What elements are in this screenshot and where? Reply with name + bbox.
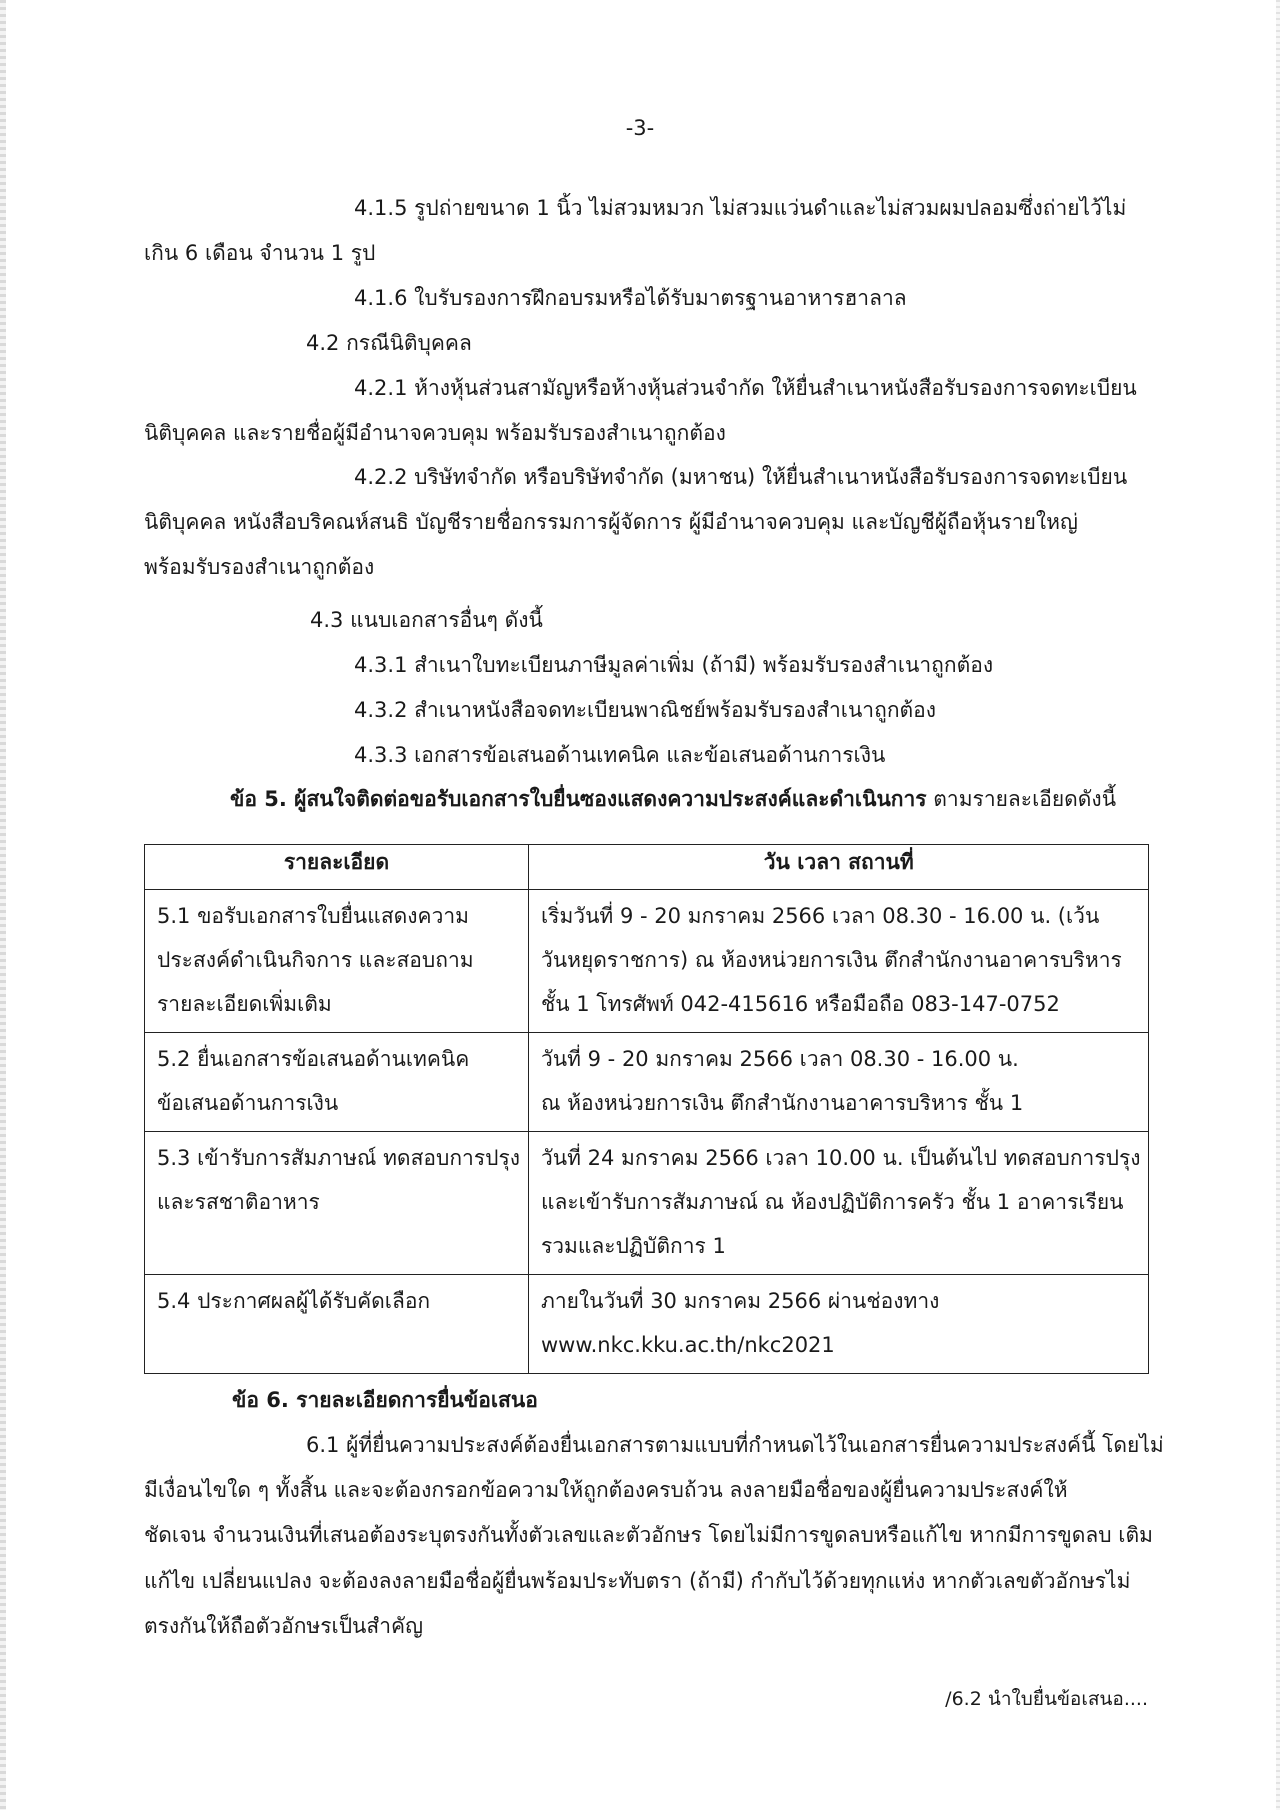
cell-line: ภายในวันที่ 30 มกราคม 2566 ผ่านช่องทาง	[540, 1289, 940, 1313]
scan-edge-left	[0, 0, 6, 1810]
table-header-row	[145, 845, 1149, 890]
item-6-1-line1: 6.1 ผู้ที่ยื่นความประสงค์ต้องยื่นเอกสารตามแบบที่กำหนดไว้ในเอกสารยื่นความประสงค์นี้ โดยไม่	[306, 1433, 1164, 1457]
cell-line: 5.2 ยื่นเอกสารข้อเสนอด้านเทคนิค	[157, 1047, 470, 1071]
row-5-3-detail	[145, 1132, 529, 1275]
cell-line: เริ่มวันที่ 9 - 20 มกราคม 2566 เวลา 08.30 - 16.00 น. (เว้น	[540, 904, 1100, 928]
continuation-ref: /6.2 นำใบยื่นข้อเสนอ....	[945, 1688, 1148, 1710]
table-row	[145, 1132, 1149, 1275]
cell-line: ณ ห้องหน่วยการเงิน ตึกสำนักงานอาคารบริหาร ชั้น 1	[540, 1091, 1024, 1115]
item-4-2-2-line1: 4.2.2 บริษัทจำกัด หรือบริษัทจำกัด (มหาชน) ให้ยื่นสำเนาหนังสือรับรองการจดทะเบียน	[354, 465, 1128, 489]
item-4-3: 4.3 แนบเอกสารอื่นๆ ดังนี้	[310, 608, 543, 632]
header-when: วัน เวลา สถานที่	[528, 845, 1149, 890]
cell-line: และรสชาติอาหาร	[157, 1190, 320, 1214]
cell-line: ประสงค์ดำเนินกิจการ และสอบถาม	[157, 948, 474, 972]
item-6-1-line5: ตรงกันให้ถือตัวอักษรเป็นสำคัญ	[144, 1614, 423, 1638]
row-5-4-detail	[145, 1275, 529, 1374]
item-4-3-2: 4.3.2 สำเนาหนังสือจดทะเบียนพาณิชย์พร้อมรับรองสำเนาถูกต้อง	[354, 698, 937, 722]
cell-line: 5.4 ประกาศผลผู้ได้รับคัดเลือก	[157, 1289, 431, 1313]
row-5-2-detail	[145, 1033, 529, 1132]
item-4-2-2-line3: พร้อมรับรองสำเนาถูกต้อง	[144, 555, 375, 579]
cell-line: วันที่ 24 มกราคม 2566 เวลา 10.00 น. เป็นต้นไป ทดสอบการปรุง	[540, 1146, 1141, 1170]
item-4-3-1: 4.3.1 สำเนาใบทะเบียนภาษีมูลค่าเพิ่ม (ถ้ามี) พร้อมรับรองสำเนาถูกต้อง	[354, 653, 994, 677]
item-4-2-2-line2: นิติบุคคล หนังสือบริคณห์สนธิ บัญชีรายชื่อกรรมการผู้จัดการ ผู้มีอำนาจควบคุม และบัญชีผู้ถือหุ้นรายใหญ่	[144, 510, 1078, 534]
cell-line: ชั้น 1 โทรศัพท์ 042-415616 หรือมือถือ 083-147-0752	[540, 992, 1060, 1016]
row-5-1-detail	[145, 890, 529, 1033]
item-4-1-6: 4.1.6 ใบรับรองการฝึกอบรมหรือได้รับมาตรฐานอาหารฮาลาล	[354, 286, 907, 310]
header-detail: รายละเอียด	[145, 845, 529, 890]
item-4-1-5-line1: 4.1.5 รูปถ่ายขนาด 1 นิ้ว ไม่สวมหมวก ไม่สวมแว่นดำและไม่สวมผมปลอมซึ่งถ่ายไว้ไม่	[354, 196, 1127, 220]
cell-line: รายละเอียดเพิ่มเติม	[157, 992, 332, 1016]
table-row	[145, 1275, 1149, 1374]
item-6-1-line4: แก้ไข เปลี่ยนแปลง จะต้องลงลายมือชื่อผู้ยื่นพร้อมประทับตรา (ถ้ามี) กำกับไว้ด้วยทุกแห่ง หากตัวเลขตัวอักษรไม่	[144, 1569, 1131, 1593]
item-6-1-line3: ชัดเจน จำนวนเงินที่เสนอต้องระบุตรงกันทั้งตัวเลขและตัวอักษร โดยไม่มีการขูดลบหรือแก้ไข หากมีการขูดลบ เติม	[144, 1523, 1153, 1547]
item-4-2: 4.2 กรณีนิติบุคคล	[306, 331, 472, 355]
item-4-2-1-line2: นิติบุคคล และรายชื่อผู้มีอำนาจควบคุม พร้อมรับรองสำเนาถูกต้อง	[144, 421, 726, 445]
cell-line: วันที่ 9 - 20 มกราคม 2566 เวลา 08.30 - 16.00 น.	[540, 1047, 1019, 1071]
section-6-heading: ข้อ 6. รายละเอียดการยื่นข้อเสนอ	[232, 1388, 538, 1412]
item-4-3-3: 4.3.3 เอกสารข้อเสนอด้านเทคนิค และข้อเสนอด้านการเงิน	[354, 743, 886, 767]
cell-line: วันหยุดราชการ) ณ ห้องหน่วยการเงิน ตึกสำนักงานอาคารบริหาร	[540, 948, 1122, 972]
page-number: -3-	[625, 116, 655, 140]
cell-line: 5.1 ขอรับเอกสารใบยื่นแสดงความ	[157, 904, 470, 928]
item-6-1-line2: มีเงื่อนไขใด ๆ ทั้งสิ้น และจะต้องกรอกข้อความให้ถูกต้องครบถ้วน ลงลายมือชื่อของผู้ยื่นความประสงค์ให้	[144, 1478, 1068, 1502]
row-5-1-when	[528, 890, 1149, 1033]
row-5-3-when	[528, 1132, 1149, 1275]
table-row	[145, 1033, 1149, 1132]
item-4-1-5-line2: เกิน 6 เดือน จำนวน 1 รูป	[144, 241, 376, 265]
item-4-2-1-line1: 4.2.1 ห้างหุ้นส่วนสามัญหรือห้างหุ้นส่วนจำกัด ให้ยื่นสำเนาหนังสือรับรองการจดทะเบียน	[354, 376, 1137, 400]
row-5-2-when	[528, 1033, 1149, 1132]
scan-edge-right	[1276, 0, 1280, 1810]
cell-line: และเข้ารับการสัมภาษณ์ ณ ห้องปฏิบัติการครัว ชั้น 1 อาคารเรียน	[540, 1190, 1124, 1214]
schedule-table	[144, 844, 1149, 1374]
cell-line: รวมและปฏิบัติการ 1	[540, 1234, 726, 1258]
section-5-heading-bold: ข้อ 5. ผู้สนใจติดต่อขอรับเอกสารใบยื่นซองแสดงความประสงค์และดำเนินการ	[230, 787, 927, 811]
section-5-heading	[230, 784, 1116, 814]
row-5-4-when	[528, 1275, 1149, 1374]
cell-line: ข้อเสนอด้านการเงิน	[157, 1091, 339, 1115]
cell-line: 5.3 เข้ารับการสัมภาษณ์ ทดสอบการปรุง	[157, 1146, 520, 1170]
cell-line: www.nkc.kku.ac.th/nkc2021	[540, 1333, 835, 1357]
table-row	[145, 890, 1149, 1033]
section-5-heading-rest: ตามรายละเอียดดังนี้	[926, 787, 1117, 811]
